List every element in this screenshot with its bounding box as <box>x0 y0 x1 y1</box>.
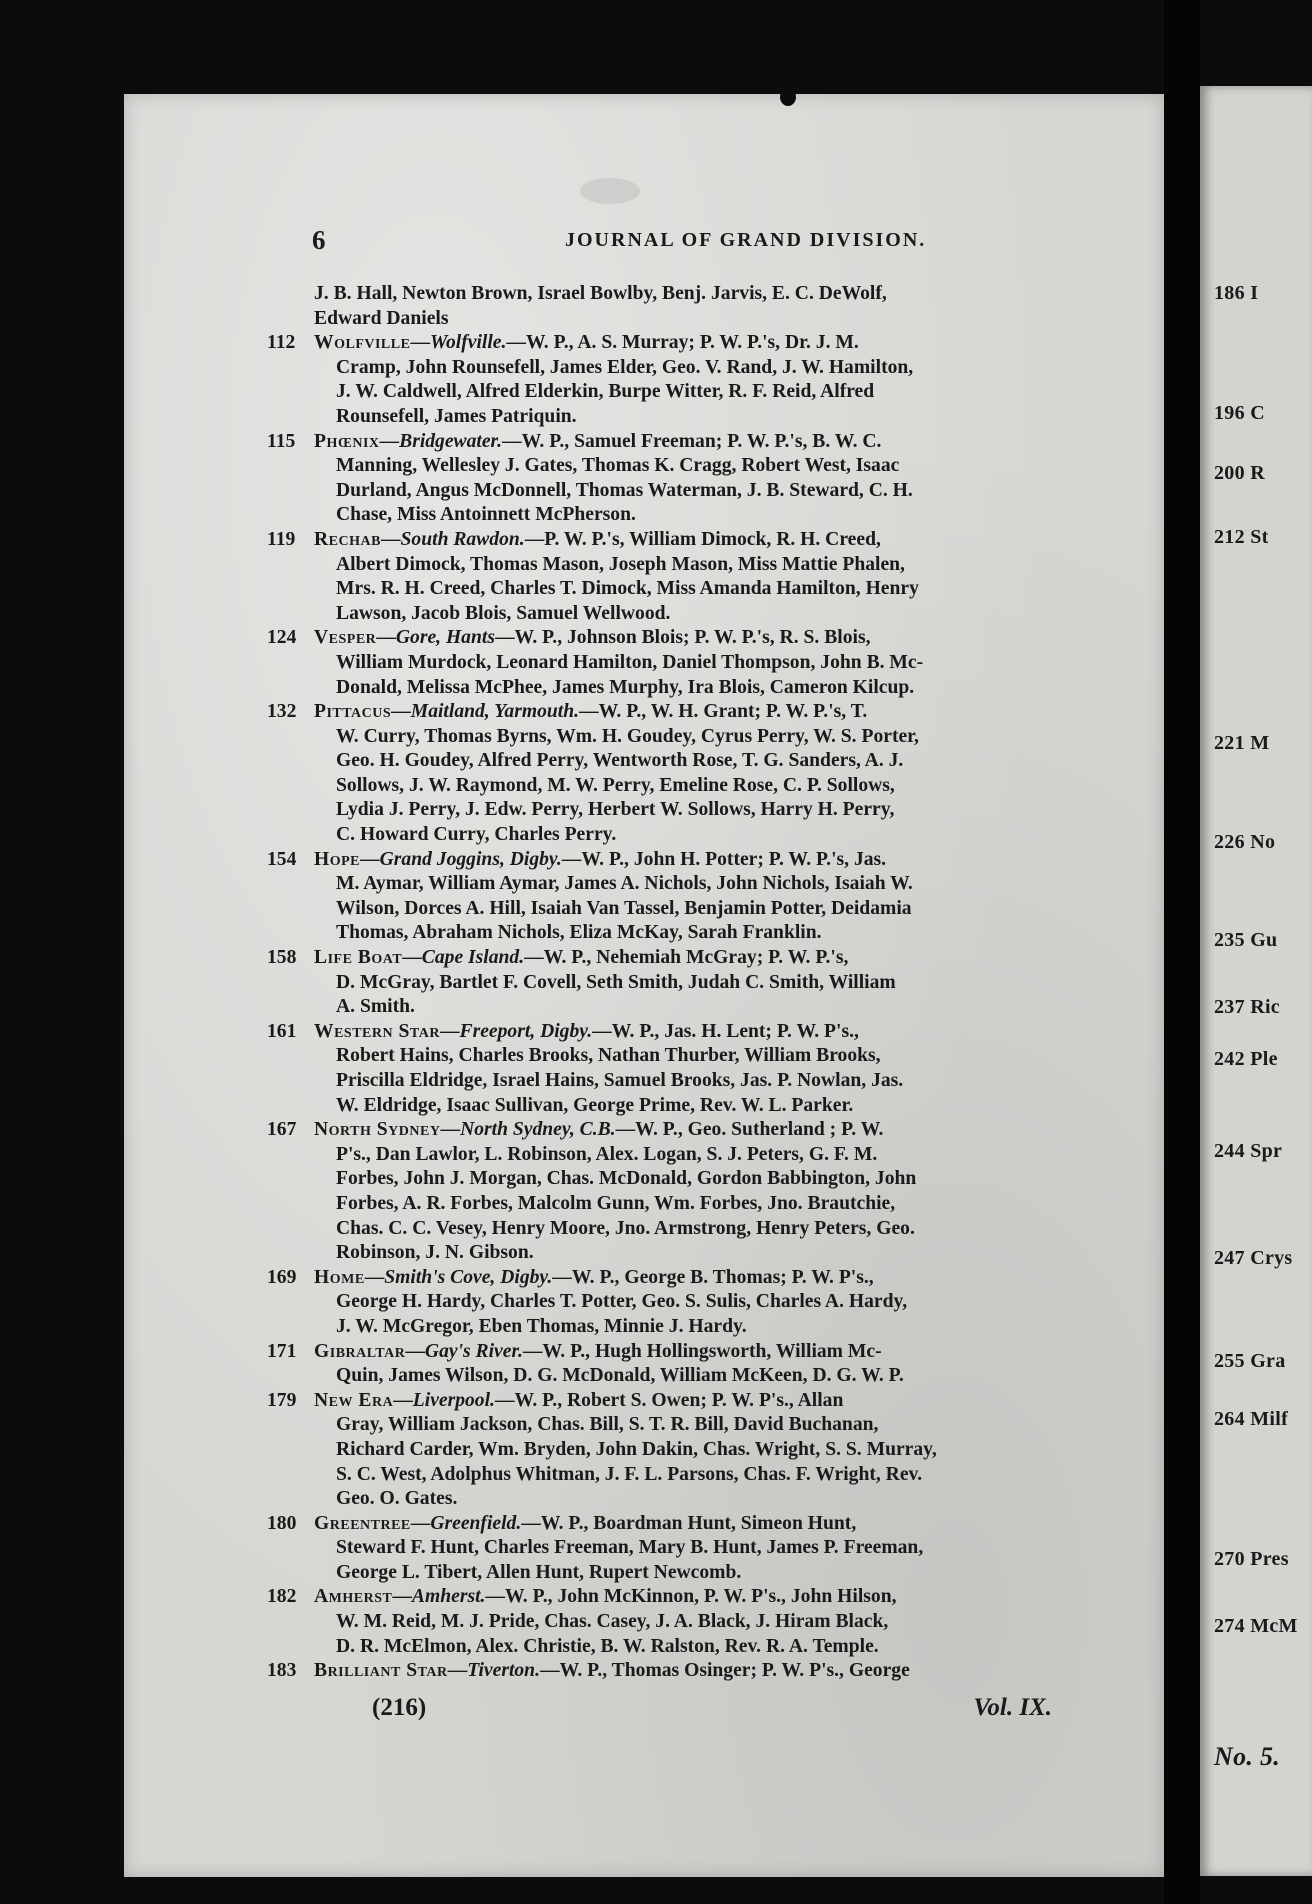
entry-line <box>314 503 1104 528</box>
entry-line <box>267 1118 1104 1143</box>
entry-line <box>267 700 1104 725</box>
division-number: 179 <box>267 1389 297 1411</box>
adjacent-line: 247 Crys <box>1214 1247 1293 1269</box>
entry-text: Geo. H. Goudey, Alfred Perry, Wentworth Rose, T. G. Sanders, A. J. <box>336 750 904 772</box>
entry-text: Gray, William Jackson, Chas. Bill, S. T. R. Bill, David Buchanan, <box>336 1414 879 1436</box>
division-number: 132 <box>267 701 297 723</box>
entry-line <box>267 1512 1104 1537</box>
entry-text: —W. P., George B. Thomas; P. W. P's., <box>552 1266 874 1288</box>
entry-line <box>314 1192 1104 1217</box>
entry-line <box>314 774 1104 799</box>
entry-text: Rounsefell, James Patriquin. <box>336 405 577 427</box>
name-separator: — <box>440 1119 461 1141</box>
name-separator: — <box>360 848 380 870</box>
entry-line <box>314 1438 1104 1463</box>
entry-text: J. W. Caldwell, Alfred Elderkin, Burpe Witter, R. F. Reid, Alfred <box>336 381 875 403</box>
entry-line <box>314 749 1104 774</box>
entry-text: W. Curry, Thomas Byrns, Wm. H. Goudey, Cyrus Perry, W. S. Porter, <box>336 725 919 747</box>
division-number: 180 <box>267 1512 297 1534</box>
entry-line <box>267 430 1104 455</box>
entry-text: Cramp, John Rounsefell, James Elder, Geo. V. Rand, J. W. Hamilton, <box>336 356 914 378</box>
page-number: 6 <box>312 225 326 255</box>
entry-line <box>267 528 1104 553</box>
entry-line <box>314 1536 1104 1561</box>
division-name: North Sydney <box>314 1119 441 1141</box>
entry-line <box>314 823 1104 848</box>
adjacent-line: 237 Ric <box>1214 996 1280 1018</box>
book-gutter <box>1164 0 1200 1904</box>
page-notch <box>780 88 796 106</box>
division-name: Gibraltar <box>314 1340 406 1362</box>
name-separator: — <box>380 528 401 550</box>
entry-text: Robert Hains, Charles Brooks, Nathan Thurber, William Brooks, <box>336 1045 881 1067</box>
name-separator: — <box>402 947 422 969</box>
name-separator: — <box>391 701 411 723</box>
entry-line <box>314 577 1104 602</box>
entry-text: —W. P., W. H. Grant; P. W. P.'s, T. <box>579 701 868 723</box>
entry-text: Forbes, A. R. Forbes, Malcolm Gunn, Wm. Forbes, Jno. Brautchie, <box>336 1192 896 1214</box>
division-name: Life Boat <box>314 947 403 969</box>
volume-label: Vol. IX. <box>973 1694 1052 1721</box>
adjacent-line: 264 Milf <box>1214 1408 1289 1430</box>
signature-mark: (216) <box>372 1694 427 1721</box>
entry-line <box>267 1340 1104 1365</box>
adjacent-line: 226 No <box>1214 831 1276 853</box>
entry-line <box>267 1266 1104 1291</box>
entry-line <box>314 1094 1104 1119</box>
entry-text: Thomas, Abraham Nichols, Eliza McKay, Sarah Franklin. <box>336 922 822 944</box>
division-entry <box>267 1659 1104 1684</box>
entry-text: Lydia J. Perry, J. Edw. Perry, Herbert W. Sollows, Harry H. Perry, <box>336 799 895 821</box>
entry-text: Sollows, J. W. Raymond, M. W. Perry, Emeline Rose, C. P. Sollows, <box>336 774 895 796</box>
entry-line <box>314 872 1104 897</box>
division-entry <box>267 1389 1104 1512</box>
entry-line <box>314 971 1104 996</box>
division-place: Freeport, Digby. <box>459 1020 593 1042</box>
division-name: Wolfville <box>314 332 411 354</box>
division-name: Home <box>314 1266 365 1288</box>
entry-line <box>314 553 1104 578</box>
adjacent-line: 200 R <box>1214 462 1265 484</box>
entry-text: Priscilla Eldridge, Israel Hains, Samuel Brooks, Jas. P. Nowlan, Jas. <box>336 1070 904 1091</box>
entry-line <box>267 1389 1104 1414</box>
adjacent-line: 270 Pres <box>1214 1548 1289 1570</box>
division-entry <box>267 1266 1104 1340</box>
division-name: Western Star <box>314 1020 440 1042</box>
adjacent-line: 242 Ple <box>1214 1048 1278 1070</box>
entry-text: —W. P., Boardman Hunt, Simeon Hunt, <box>521 1512 857 1534</box>
entry-text: —W. P., A. S. Murray; P. W. P.'s, Dr. J. M. <box>506 332 859 354</box>
entry-text: P's., Dan Lawlor, L. Robinson, Alex. Logan, S. J. Peters, G. F. M. <box>336 1143 878 1165</box>
entry-text: Mrs. R. H. Creed, Charles T. Dimock, Miss Amanda Hamilton, Henry <box>336 578 919 600</box>
division-entry <box>267 1020 1104 1118</box>
entry-text: Steward F. Hunt, Charles Freeman, Mary B. Hunt, James P. Freeman, <box>336 1537 924 1559</box>
entry-line <box>314 1463 1104 1488</box>
entry-line <box>267 1585 1104 1610</box>
entry-line <box>314 356 1104 381</box>
adjacent-line: 221 M <box>1214 732 1270 754</box>
entry-line <box>314 1069 1104 1094</box>
adjacent-line: 255 Gra <box>1214 1350 1286 1372</box>
division-name: Brilliant Star <box>314 1660 448 1682</box>
entry-line <box>314 725 1104 750</box>
division-place: Gore, Hants <box>395 627 495 649</box>
division-entry <box>267 528 1104 626</box>
entry-text: Lawson, Jacob Blois, Samuel Wellwood. <box>336 602 671 624</box>
page-header <box>190 225 1090 255</box>
entry-text: Donald, Melissa McPhee, James Murphy, Ira Blois, Cameron Kilcup. <box>336 676 915 698</box>
entry-text: —P. W. P.'s, William Dimock, R. H. Creed, <box>524 528 881 550</box>
division-entry <box>267 1118 1104 1266</box>
division-name: Pittacus <box>314 701 392 723</box>
entry-line <box>314 798 1104 823</box>
entry-line <box>314 602 1104 627</box>
entry-line <box>267 626 1104 651</box>
division-place: Amherst. <box>411 1586 486 1608</box>
entry-line <box>314 479 1104 504</box>
entry-text: Manning, Wellesley J. Gates, Thomas K. Cragg, Robert West, Isaac <box>336 455 900 477</box>
division-place: Gay's River. <box>424 1340 523 1362</box>
entry-line <box>267 1659 1104 1684</box>
entry-text: William Murdock, Leonard Hamilton, Daniel Thompson, John B. Mc- <box>336 651 924 673</box>
entry-line <box>314 405 1104 430</box>
division-entry <box>267 946 1104 1020</box>
entry-line <box>314 1315 1104 1340</box>
entry-text: George H. Hardy, Charles T. Potter, Geo. S. Sulis, Charles A. Hardy, <box>336 1291 908 1313</box>
division-number: 183 <box>267 1660 297 1682</box>
adjacent-line: 274 McM <box>1214 1615 1298 1637</box>
entry-line <box>314 307 1104 332</box>
entry-text: W. Eldridge, Isaac Sullivan, George Prime, Rev. W. L. Parker. <box>336 1094 854 1116</box>
division-place: Tiverton. <box>467 1660 540 1682</box>
name-separator: — <box>376 627 396 649</box>
name-separator: — <box>364 1266 385 1288</box>
name-separator: — <box>410 332 431 354</box>
division-number: 154 <box>267 848 297 870</box>
adjacent-line: 196 C <box>1214 402 1265 424</box>
division-entry <box>314 282 1104 331</box>
entry-text: Albert Dimock, Thomas Mason, Joseph Mason, Miss Mattie Phalen, <box>336 553 905 575</box>
entry-line <box>314 1044 1104 1069</box>
division-entry <box>267 626 1104 700</box>
entry-text: Robinson, J. N. Gibson. <box>336 1242 534 1264</box>
division-number: 161 <box>267 1020 297 1042</box>
entry-line <box>267 946 1104 971</box>
division-place: Wolfville. <box>430 332 507 354</box>
entry-line <box>267 1020 1104 1045</box>
division-entry <box>267 848 1104 946</box>
entry-text: S. C. West, Adolphus Whitman, J. F. L. Parsons, Chas. F. Wright, Rev. <box>336 1463 923 1485</box>
entry-line <box>314 1290 1104 1315</box>
page-footer <box>372 1694 1052 1728</box>
division-number: 119 <box>267 528 296 550</box>
division-name: Amherst <box>314 1586 393 1608</box>
entry-line <box>314 1364 1104 1389</box>
division-place: Cape Island. <box>421 947 525 969</box>
division-place: Bridgewater. <box>399 430 503 452</box>
entry-text: J. B. Hall, Newton Brown, Israel Bowlby, Benj. Jarvis, E. C. DeWolf, <box>314 283 887 304</box>
name-separator: — <box>439 1020 460 1042</box>
entry-line <box>314 1561 1104 1586</box>
entry-line <box>314 1217 1104 1242</box>
name-separator: — <box>379 430 400 452</box>
entry-line <box>267 848 1104 873</box>
entry-line <box>314 380 1104 405</box>
adjacent-line: 244 Spr <box>1214 1140 1283 1162</box>
entry-text: Edward Daniels <box>314 307 449 329</box>
division-place: Maitland, Yarmouth. <box>410 701 580 723</box>
adjacent-line: 212 St <box>1214 526 1269 548</box>
entry-text: —W. P., John McKinnon, P. W. P's., John Hilson, <box>485 1586 897 1608</box>
division-place: Greenfield. <box>430 1512 522 1534</box>
entry-line <box>314 921 1104 946</box>
name-separator: — <box>392 1586 412 1608</box>
division-place: Smith's Cove, Digby. <box>384 1266 553 1288</box>
division-number: 158 <box>267 947 297 969</box>
entry-text: J. W. McGregor, Eben Thomas, Minnie J. Hardy. <box>336 1315 747 1337</box>
division-entry <box>267 1585 1104 1659</box>
adjacent-line: 186 I <box>1214 282 1259 304</box>
adjacent-page-strip <box>1200 86 1312 1876</box>
entry-line <box>314 995 1104 1020</box>
running-title: JOURNAL OF GRAND DIVISION. <box>565 229 927 251</box>
division-number: 124 <box>267 627 297 649</box>
division-name: Hope <box>314 848 361 870</box>
division-number: 171 <box>267 1340 297 1362</box>
entry-text: Durland, Angus McDonnell, Thomas Waterman, J. B. Steward, C. H. <box>336 479 913 501</box>
entry-text: —W. P., Geo. Sutherland ; P. W. <box>615 1119 884 1141</box>
entry-text: Geo. O. Gates. <box>336 1488 458 1510</box>
division-number: 167 <box>267 1119 297 1141</box>
entry-text: —W. P., Hugh Hollingsworth, William Mc- <box>522 1340 882 1362</box>
division-name: Vesper <box>314 627 377 649</box>
entry-text: —W. P., Samuel Freeman; P. W. P.'s, B. W. C. <box>502 430 882 452</box>
entry-line <box>267 331 1104 356</box>
entry-text: W. M. Reid, M. J. Pride, Chas. Casey, J. A. Black, J. Hiram Black, <box>336 1611 889 1633</box>
entry-text: Chase, Miss Antoinnett McPherson. <box>336 504 636 526</box>
entry-line <box>314 1143 1104 1168</box>
entry-line <box>314 1635 1104 1660</box>
name-separator: — <box>405 1340 425 1362</box>
entry-text: C. Howard Curry, Charles Perry. <box>336 824 617 846</box>
entry-text: Richard Carder, Wm. Bryden, John Dakin, Chas. Wright, S. S. Murray, <box>336 1438 937 1460</box>
entry-line <box>314 651 1104 676</box>
entry-text: Chas. C. C. Vesey, Henry Moore, Jno. Armstrong, Henry Peters, Geo. <box>336 1217 915 1239</box>
entry-line <box>314 1241 1104 1266</box>
division-place: Grand Joggins, Digby. <box>379 848 562 870</box>
division-name: New Era <box>314 1389 394 1411</box>
entry-text: D. McGray, Bartlet F. Covell, Seth Smith, Judah C. Smith, William <box>336 971 896 993</box>
entry-line <box>314 1487 1104 1512</box>
division-number: 169 <box>267 1266 297 1288</box>
entry-line <box>314 1413 1104 1438</box>
entry-line <box>314 282 1104 307</box>
adjacent-line: 235 Gu <box>1214 929 1278 951</box>
adjacent-page-footer: No. 5. <box>1214 1742 1281 1771</box>
division-place: North Sydney, C.B. <box>460 1119 616 1141</box>
entry-text: George L. Tibert, Allen Hunt, Rupert Newcomb. <box>336 1561 742 1583</box>
entry-line <box>314 897 1104 922</box>
entry-text: Forbes, John J. Morgan, Chas. McDonald, Gordon Babbington, John <box>336 1168 917 1190</box>
division-entries <box>267 282 1104 1684</box>
entry-text: A. Smith. <box>336 996 415 1018</box>
division-place: South Rawdon. <box>400 528 525 550</box>
name-separator: — <box>447 1660 468 1682</box>
entry-line <box>314 1167 1104 1192</box>
entry-text: D. R. McElmon, Alex. Christie, B. W. Ralston, Rev. R. A. Temple. <box>336 1635 879 1657</box>
scan-smudge <box>580 178 640 204</box>
entry-text: —W. P., Thomas Osinger; P. W. P's., George <box>539 1660 910 1682</box>
entry-text: M. Aymar, William Aymar, James A. Nichols, John Nichols, Isaiah W. <box>336 873 913 895</box>
entry-text: —W. P., Nehemiah McGray; P. W. P.'s, <box>524 947 849 969</box>
entry-text: Quin, James Wilson, D. G. McDonald, William McKeen, D. G. W. P. <box>336 1365 904 1387</box>
entry-text: —W. P., Robert S. Owen; P. W. P's., Allan <box>494 1389 844 1411</box>
name-separator: — <box>393 1389 413 1411</box>
entry-text: —W. P., Johnson Blois; P. W. P.'s, R. S. Blois, <box>494 627 871 649</box>
entry-line <box>314 676 1104 701</box>
division-number: 182 <box>267 1586 297 1608</box>
division-name: Greentree <box>314 1512 411 1534</box>
division-name: Phœnix <box>314 430 380 452</box>
division-entry <box>267 1512 1104 1586</box>
division-entry <box>267 430 1104 528</box>
division-name: Rechab <box>314 528 381 550</box>
entry-line <box>314 454 1104 479</box>
entry-text: —W. P., Jas. H. Lent; P. W. P's., <box>592 1020 859 1042</box>
name-separator: — <box>410 1512 431 1534</box>
division-entry <box>267 331 1104 429</box>
division-number: 115 <box>267 430 296 452</box>
division-entry <box>267 1340 1104 1389</box>
entry-text: —W. P., John H. Potter; P. W. P.'s, Jas. <box>561 848 887 870</box>
division-number: 112 <box>267 332 296 354</box>
division-entry <box>267 700 1104 848</box>
division-place: Liverpool. <box>412 1389 495 1411</box>
entry-line <box>314 1610 1104 1635</box>
entry-text: Wilson, Dorces A. Hill, Isaiah Van Tassel, Benjamin Potter, Deidamia <box>336 897 912 919</box>
